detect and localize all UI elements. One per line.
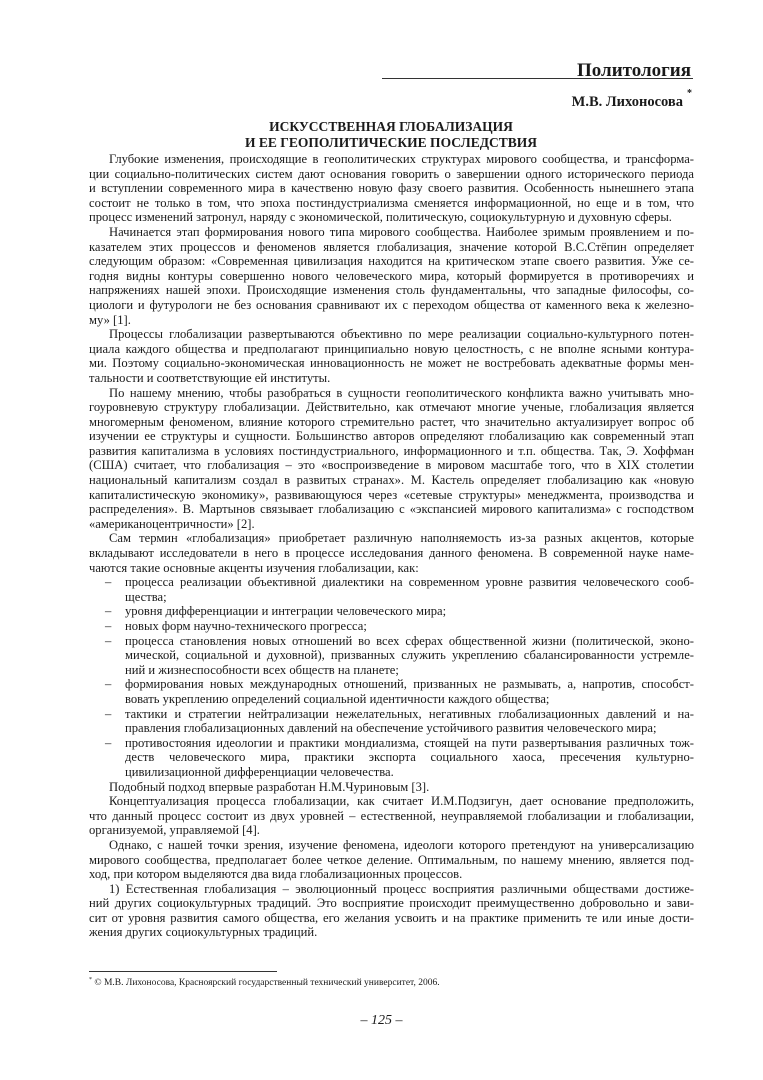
article-body	[89, 152, 694, 940]
paragraph	[89, 327, 694, 385]
text-line-content: новых форм научно-технического прогресса;	[125, 619, 367, 633]
text-line: му» [1].	[89, 312, 131, 327]
footnote-marker: *	[89, 977, 92, 983]
paragraph	[89, 386, 694, 532]
text-line: ход, при котором выделяются два вида глобализационных процессов.	[89, 867, 463, 882]
author-text: М.В. Лихоносова	[571, 94, 683, 110]
bullet-dash: –	[105, 735, 112, 750]
paragraph	[89, 152, 694, 225]
text-line: Однако, с нашей точки зрения, изучение феномена, идеологи которого претендуют на универсализацию	[109, 837, 694, 852]
text-line	[89, 619, 694, 634]
bullet-dash: –	[105, 619, 112, 633]
title-line-1: ИСКУССТВЕННАЯ ГЛОБАЛИЗАЦИЯ	[269, 119, 513, 134]
text-line: чаются такие основные акценты изучения глобализации, как:	[89, 560, 419, 575]
text-line-content: формирования новых международных отношений, призванных не размывать, а, напротив, способст-	[125, 677, 694, 692]
bullet-dash: –	[105, 677, 112, 692]
paragraph	[89, 531, 694, 575]
text-line: цивилизационной дифференциации человечества.	[125, 764, 394, 779]
paragraph	[89, 838, 694, 882]
list-item	[89, 619, 694, 634]
text-line-content: уровня дифференциации и интеграции человеческого мира;	[125, 604, 447, 619]
header-rule	[382, 78, 693, 79]
text-line	[89, 634, 694, 649]
list-item	[89, 575, 694, 604]
page-number: – 125 –	[360, 1013, 403, 1028]
text-line: жения других социокультурных традиций.	[89, 925, 318, 940]
text-line: организуемой, управляемой [4].	[89, 823, 260, 838]
text-line: гоуровневую структуру глобализации. Действительно, как отмечают многие ученые, глобализация является	[89, 400, 694, 415]
text-line: деств человеческого мира, практики экспорта социального хаоса, пресечения культурно-	[125, 750, 694, 765]
text-line: По нашему мнению, чтобы разобраться в сущности геополитического конфликта важно учитывать мно-	[109, 385, 694, 400]
text-line: национальный капитализм создал в развитых странах». М. Кастель определяет глобализацию как «новую	[89, 473, 694, 488]
text-line-content: процесса становления новых отношений во всех сферах общественной жизни (политической, эконо-	[125, 633, 694, 648]
text-line: Процессы глобализации развертываются объективно по мере реализации социально-культурного потен-	[109, 327, 694, 342]
text-line: ции социально-политических систем дают основания говорить о завершении одного исторического периода	[89, 166, 694, 181]
list-item	[89, 707, 694, 736]
text-line	[89, 677, 694, 692]
text-line: Концептуализация процесса глобализации, как считает И.М.Подзигун, дает основание предположить,	[109, 794, 694, 809]
text-line: ний и жизнеспособности всех обществ на планете;	[125, 662, 399, 677]
text-line: Сам термин «глобализация» приобретает различную наполняемость из-за разных акцентов, которые	[109, 531, 694, 546]
text-line: циала каждого общества и предполагают принципиально новую целостность, с не вполне ясными контура-	[89, 341, 694, 356]
bullet-dash: –	[105, 575, 112, 590]
text-line: «американоцентричности» [2].	[89, 516, 255, 531]
footnote-rule	[89, 971, 277, 972]
text-line: казателем этих процессов и феноменов является глобализация, значение которой В.С.Стёпин определяет	[89, 239, 694, 254]
title-line-2: И ЕЕ ГЕОПОЛИТИЧЕСКИЕ ПОСЛЕДСТВИЯ	[244, 134, 538, 150]
paragraph	[89, 794, 694, 838]
list-item	[89, 604, 694, 619]
list-item	[89, 677, 694, 706]
text-line: вкладывают исследователи в него в процессе исследования данного феномена. В современной науке наме-	[89, 546, 694, 561]
text-line	[89, 736, 694, 751]
text-line: ми. Поэтому социально-экономическая инновационность не может не востребовать адекватные формы мен-	[89, 356, 694, 371]
text-line: вовать укреплению определений социальной идентичности каждого общества;	[125, 691, 550, 706]
text-line: что данный процесс состоит из двух уровней – естественной, неуправляемой глобализации и глобализации,	[89, 808, 694, 823]
text-line-content: тактики и стратегии нейтрализации нежелательных, негативных глобализационных давлений и на-	[125, 706, 694, 721]
text-line: и вступлении современного мира в качественю новую фазу своего развития. Особенность нынешнего этапа	[89, 181, 694, 196]
text-line: изучении ее структуры и сущности. Большинство авторов определяют глобализацию как современный этап	[89, 429, 694, 444]
bullet-dash: –	[105, 633, 112, 648]
text-line: многомерным феноменом, влияние которого стремительно растет, что значительно актуализирует вопрос об	[89, 414, 694, 429]
text-line-content: процесса реализации объективной диалектики на современном уровне развития человеческого сооб-	[125, 575, 694, 590]
text-line: мирового сообщества, предполагает более четкое деление. Оптимальным, по нашему мнению, является под-	[89, 852, 694, 867]
author-name	[571, 88, 692, 111]
text-line: годня видны контуры совершенно нового человеческого мира, который формируется в противоречиях и	[89, 268, 694, 283]
text-line	[89, 604, 694, 619]
text-line: состоит не только в том, что эпоха постиндустриализма сменяется информационной, но еще и в том, что	[89, 195, 694, 210]
text-line: правления глобализационных давлений на обеспечение устойчивого развития человеческого мира;	[125, 721, 657, 736]
text-line: распределения». В. Мартынов связывает глобализацию с «экспансией мирового капитализма» с господством	[89, 502, 694, 517]
section-heading: Политология	[577, 60, 691, 81]
footnote	[89, 977, 440, 988]
text-line: процесс изменений затронул, наряду с экономической, политическую, социокультурную и духовную сферы.	[89, 210, 672, 225]
text-line-content: противостояния идеологии и практики мондиализма, стоящей на пути развертывания различных тож-	[125, 735, 694, 750]
text-line: сит от уровня развития самого общества, его желания усвоить и на практике применить те или иные дости-	[89, 910, 694, 925]
text-line: Подобный подход впервые разработан Н.М.Чуриновым [3].	[109, 779, 430, 794]
paragraph	[89, 780, 694, 795]
list-item	[89, 634, 694, 678]
text-line	[89, 575, 694, 590]
text-line: следующим образом: «Современная цивилизация находится на критическом этапе своего развития. Уже се-	[89, 254, 694, 269]
text-line: ний других социокультурных традиций. Это восприятие происходит преимущественно добровольно и зави-	[89, 896, 694, 911]
text-line: циологи и футурологи не без основания сравнивают их с переходом общества от каменного века к железно-	[89, 297, 694, 312]
text-line	[89, 707, 694, 722]
text-line: тальности и соответствующие ей институты.	[89, 370, 331, 385]
bullet-dash: –	[105, 604, 112, 619]
bullet-dash: –	[105, 706, 112, 721]
text-line: мической, социальной и духовной), призванных служить укреплению сбалансированности устремле-	[125, 648, 694, 663]
text-line: напряжениях нашей эпохи. Происходящие изменения столь фундаментальны, что западные философы, со-	[89, 283, 694, 298]
text-line: капиталистическую экономику», развивающуюся через «сетевые структуры» менеджмента, производства и	[89, 487, 694, 502]
list-item	[89, 736, 694, 780]
paragraph	[89, 225, 694, 327]
footnote-text: © М.В. Лихоносова, Красноярский государственный технический университет, 2006.	[94, 978, 440, 988]
text-line: щества;	[125, 589, 167, 604]
text-line: Глубокие изменения, происходящие в геополитических структурах мирового сообщества, и трансформа-	[109, 152, 694, 166]
text-line: (США) считает, что глобализация – это «воспроизведение в мировом масштабе того, что в XIX столетии	[89, 458, 694, 473]
article-title	[88, 119, 694, 150]
footnote-mark: *	[687, 88, 692, 99]
text-line: Начинается этап формирования нового типа мирового сообщества. Наиболее зримым проявлением и по-	[109, 224, 694, 239]
text-line: 1) Естественная глобализация – эволюционный процесс восприятия различными обществами достиже-	[109, 881, 694, 896]
text-line: развития капитализма в условиях постиндустриального, информационного и т.п. общества. Так, Э. Хоффман	[89, 443, 694, 458]
paragraph	[89, 882, 694, 940]
